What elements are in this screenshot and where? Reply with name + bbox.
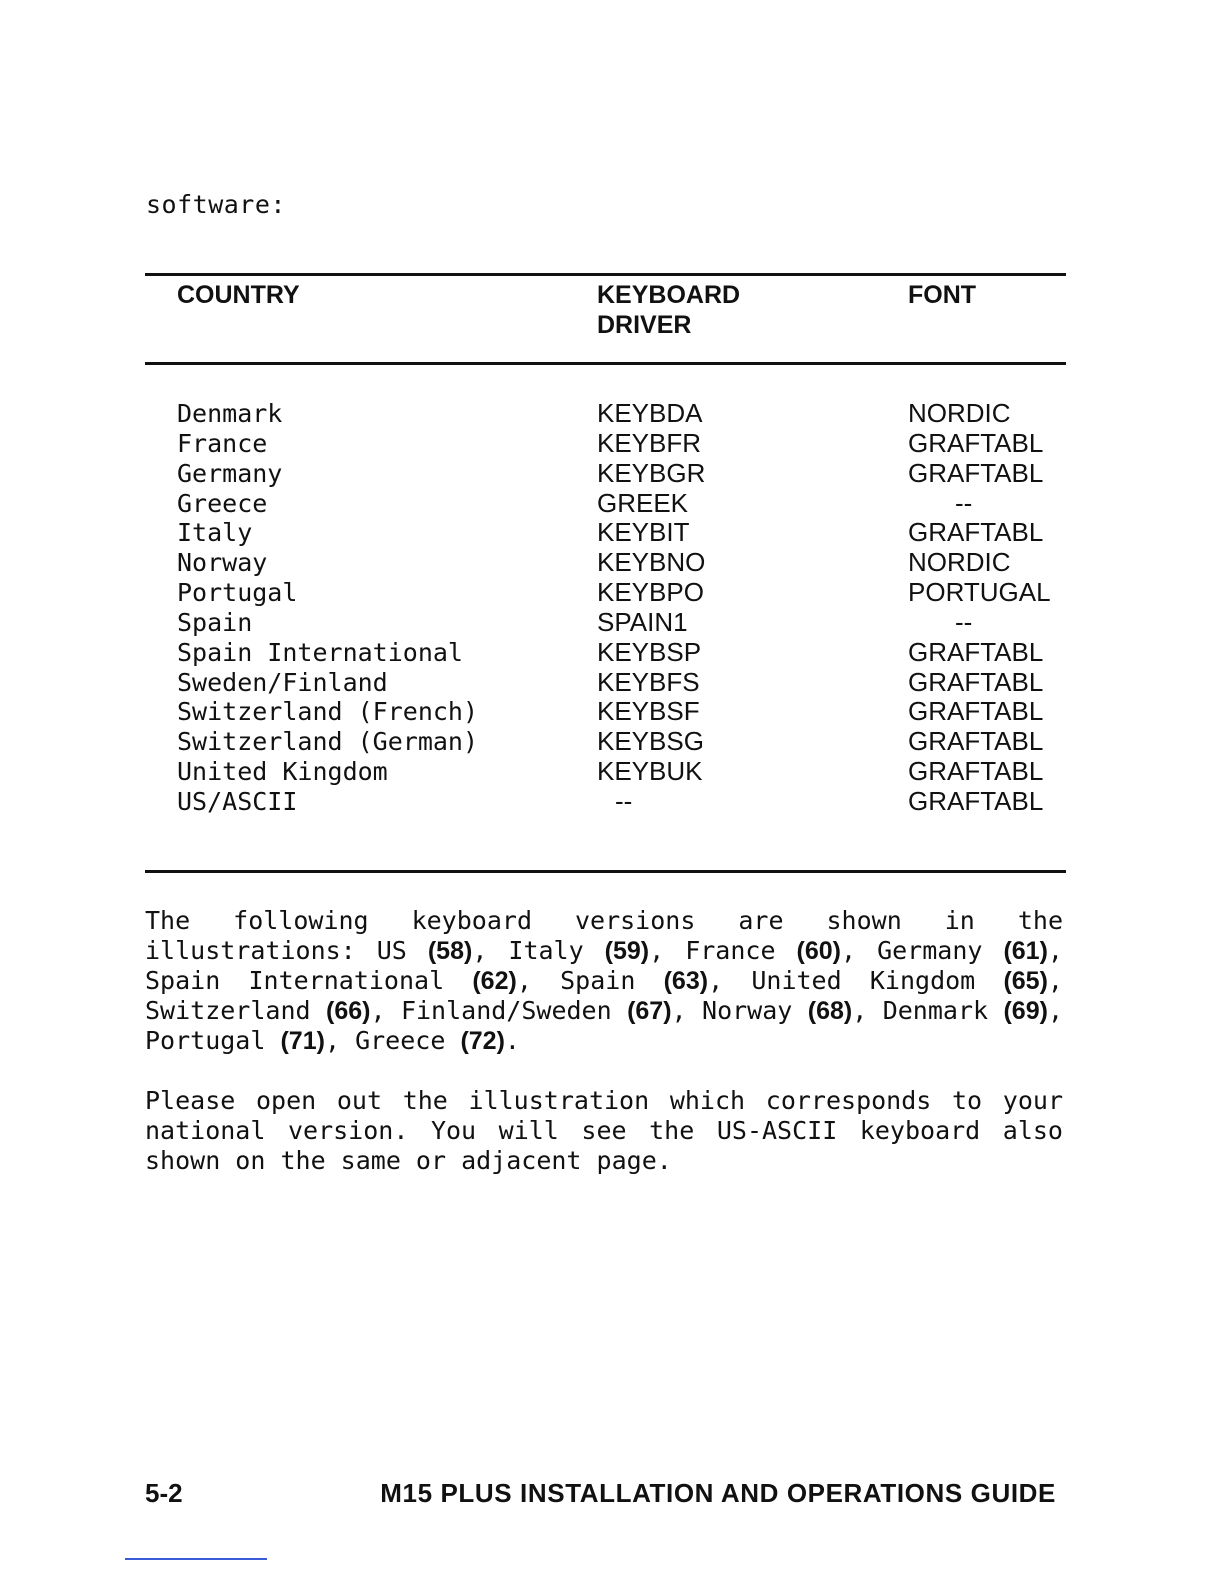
cell-font: GRAFTABL (908, 517, 1044, 548)
table-row (0, 489, 1224, 519)
version-page-ref: (59) (604, 937, 650, 965)
cell-font: GRAFTABL (908, 756, 1044, 787)
scan-edge-mark (125, 1558, 267, 1560)
version-page-ref: (67) (627, 997, 672, 1025)
cell-driver: KEYBSF (597, 696, 700, 727)
cell-font: GRAFTABL (908, 636, 1044, 667)
version-name: Finland/Sweden (400, 996, 612, 1025)
cell-font: GRAFTABL (908, 427, 1044, 458)
cell-font: NORDIC (908, 547, 1011, 578)
cell-country: Spain (177, 607, 253, 637)
cell-font: NORDIC (908, 398, 1011, 428)
table-row (0, 608, 1224, 638)
version-page-ref: (71) (280, 1027, 325, 1055)
header-driver-line1: KEYBOARD (597, 281, 741, 309)
version-page-ref: (62) (472, 967, 517, 995)
table-row (0, 697, 1224, 727)
header-driver-line2: DRIVER (597, 311, 692, 339)
table-row (0, 668, 1224, 698)
version-name: Portugal (145, 1026, 266, 1055)
cell-font: -- (955, 487, 973, 518)
cell-font: GRAFTABL (908, 696, 1044, 727)
version-name: United Kingdom (751, 966, 976, 995)
version-name: Denmark (882, 996, 989, 1025)
cell-font: GRAFTABL (908, 457, 1044, 488)
header-keyboard-driver (597, 280, 740, 340)
version-name: Switzerland (145, 996, 311, 1025)
version-page-ref: (61) (1003, 937, 1048, 965)
instruction-paragraph: Please open out the illustration which corresponds to your national version. You will see the US-ASCII keyboard also shown on the same or adjacent page. (145, 1086, 1063, 1175)
table-row (0, 518, 1224, 548)
version-page-ref: (58) (427, 937, 473, 965)
version-name: Greece (355, 1026, 446, 1055)
cell-driver: KEYBSG (597, 726, 704, 757)
cell-driver: GREEK (597, 487, 689, 518)
cell-country: Germany (177, 458, 283, 488)
version-name: Germany (877, 936, 983, 965)
table-row (0, 757, 1224, 787)
table-row (0, 429, 1224, 459)
version-page-ref: (69) (1003, 997, 1048, 1025)
cell-driver: KEYBGR (597, 457, 706, 488)
version-page-ref: (66) (326, 997, 371, 1025)
table-top-rule (145, 273, 1066, 276)
cell-font: PORTUGAL (908, 577, 1051, 608)
version-name: Spain (560, 966, 636, 995)
cell-country: United Kingdom (177, 757, 388, 787)
table-row (0, 787, 1224, 817)
cell-driver: KEYBIT (597, 517, 690, 548)
keyboard-versions-paragraph: The following keyboard versions are shown in the illustrations: US (58), Italy (59), France (60), Germany (61), Spain International (62), Spain (63), United Kingdom (65), Switzerland (66), Finland/Sweden (67), Norway (68), Denmark (69), Portugal (71), Greece (72). (145, 906, 1063, 1055)
table-bottom-rule (145, 870, 1066, 873)
table-row (0, 727, 1224, 757)
version-page-ref: (72) (460, 1027, 505, 1055)
table-body (0, 399, 1224, 817)
cell-driver: KEYBUK (597, 756, 703, 787)
header-font: FONT (908, 281, 977, 309)
cell-driver: KEYBFS (597, 666, 700, 697)
cell-country: Switzerland (German) (177, 727, 479, 757)
version-page-ref: (60) (796, 937, 841, 965)
cell-country: Italy (177, 518, 253, 548)
version-name: US (376, 936, 407, 965)
page-number: 5-2 (145, 1478, 183, 1508)
version-page-ref: (68) (807, 997, 853, 1025)
header-country: COUNTRY (177, 281, 300, 309)
cell-driver: KEYBPO (597, 577, 704, 608)
cell-driver: -- (615, 785, 633, 816)
cell-font: GRAFTABL (908, 726, 1044, 757)
cell-driver: KEYBSP (597, 636, 702, 667)
table-row (0, 578, 1224, 608)
intro-text: software: (146, 190, 286, 219)
table-row (0, 638, 1224, 668)
cell-country: Switzerland (French) (177, 697, 479, 727)
cell-country: US/ASCII (177, 786, 298, 816)
cell-font: GRAFTABL (908, 785, 1044, 816)
cell-driver: KEYBFR (597, 427, 702, 458)
cell-country: Portugal (177, 578, 298, 608)
version-page-ref: (63) (663, 967, 709, 995)
cell-country: Norway (177, 548, 268, 578)
version-name: Norway (702, 996, 793, 1025)
cell-driver: SPAIN1 (597, 606, 688, 637)
cell-country: Greece (177, 488, 268, 518)
table-header-rule (145, 362, 1066, 365)
version-name: France (685, 936, 776, 965)
table-row (0, 459, 1224, 489)
cell-font: GRAFTABL (908, 666, 1044, 697)
cell-font: -- (955, 606, 973, 637)
cell-country: Denmark (177, 399, 283, 428)
cell-country: Spain International (177, 637, 463, 667)
table-row (0, 548, 1224, 578)
table-row (0, 399, 1224, 429)
paragraph-lead: The following keyboard versions are shown in the illustrations: (145, 906, 1063, 965)
cell-driver: KEYBNO (597, 547, 706, 578)
version-name: Spain International (145, 966, 445, 995)
version-page-ref: (65) (1003, 967, 1048, 995)
version-name: Italy (508, 936, 584, 965)
cell-driver: KEYBDA (597, 398, 703, 428)
cell-country: France (177, 428, 268, 458)
cell-country: Sweden/Finland (177, 667, 388, 697)
guide-title: M15 PLUS INSTALLATION AND OPERATIONS GUIDE (380, 1478, 1056, 1508)
